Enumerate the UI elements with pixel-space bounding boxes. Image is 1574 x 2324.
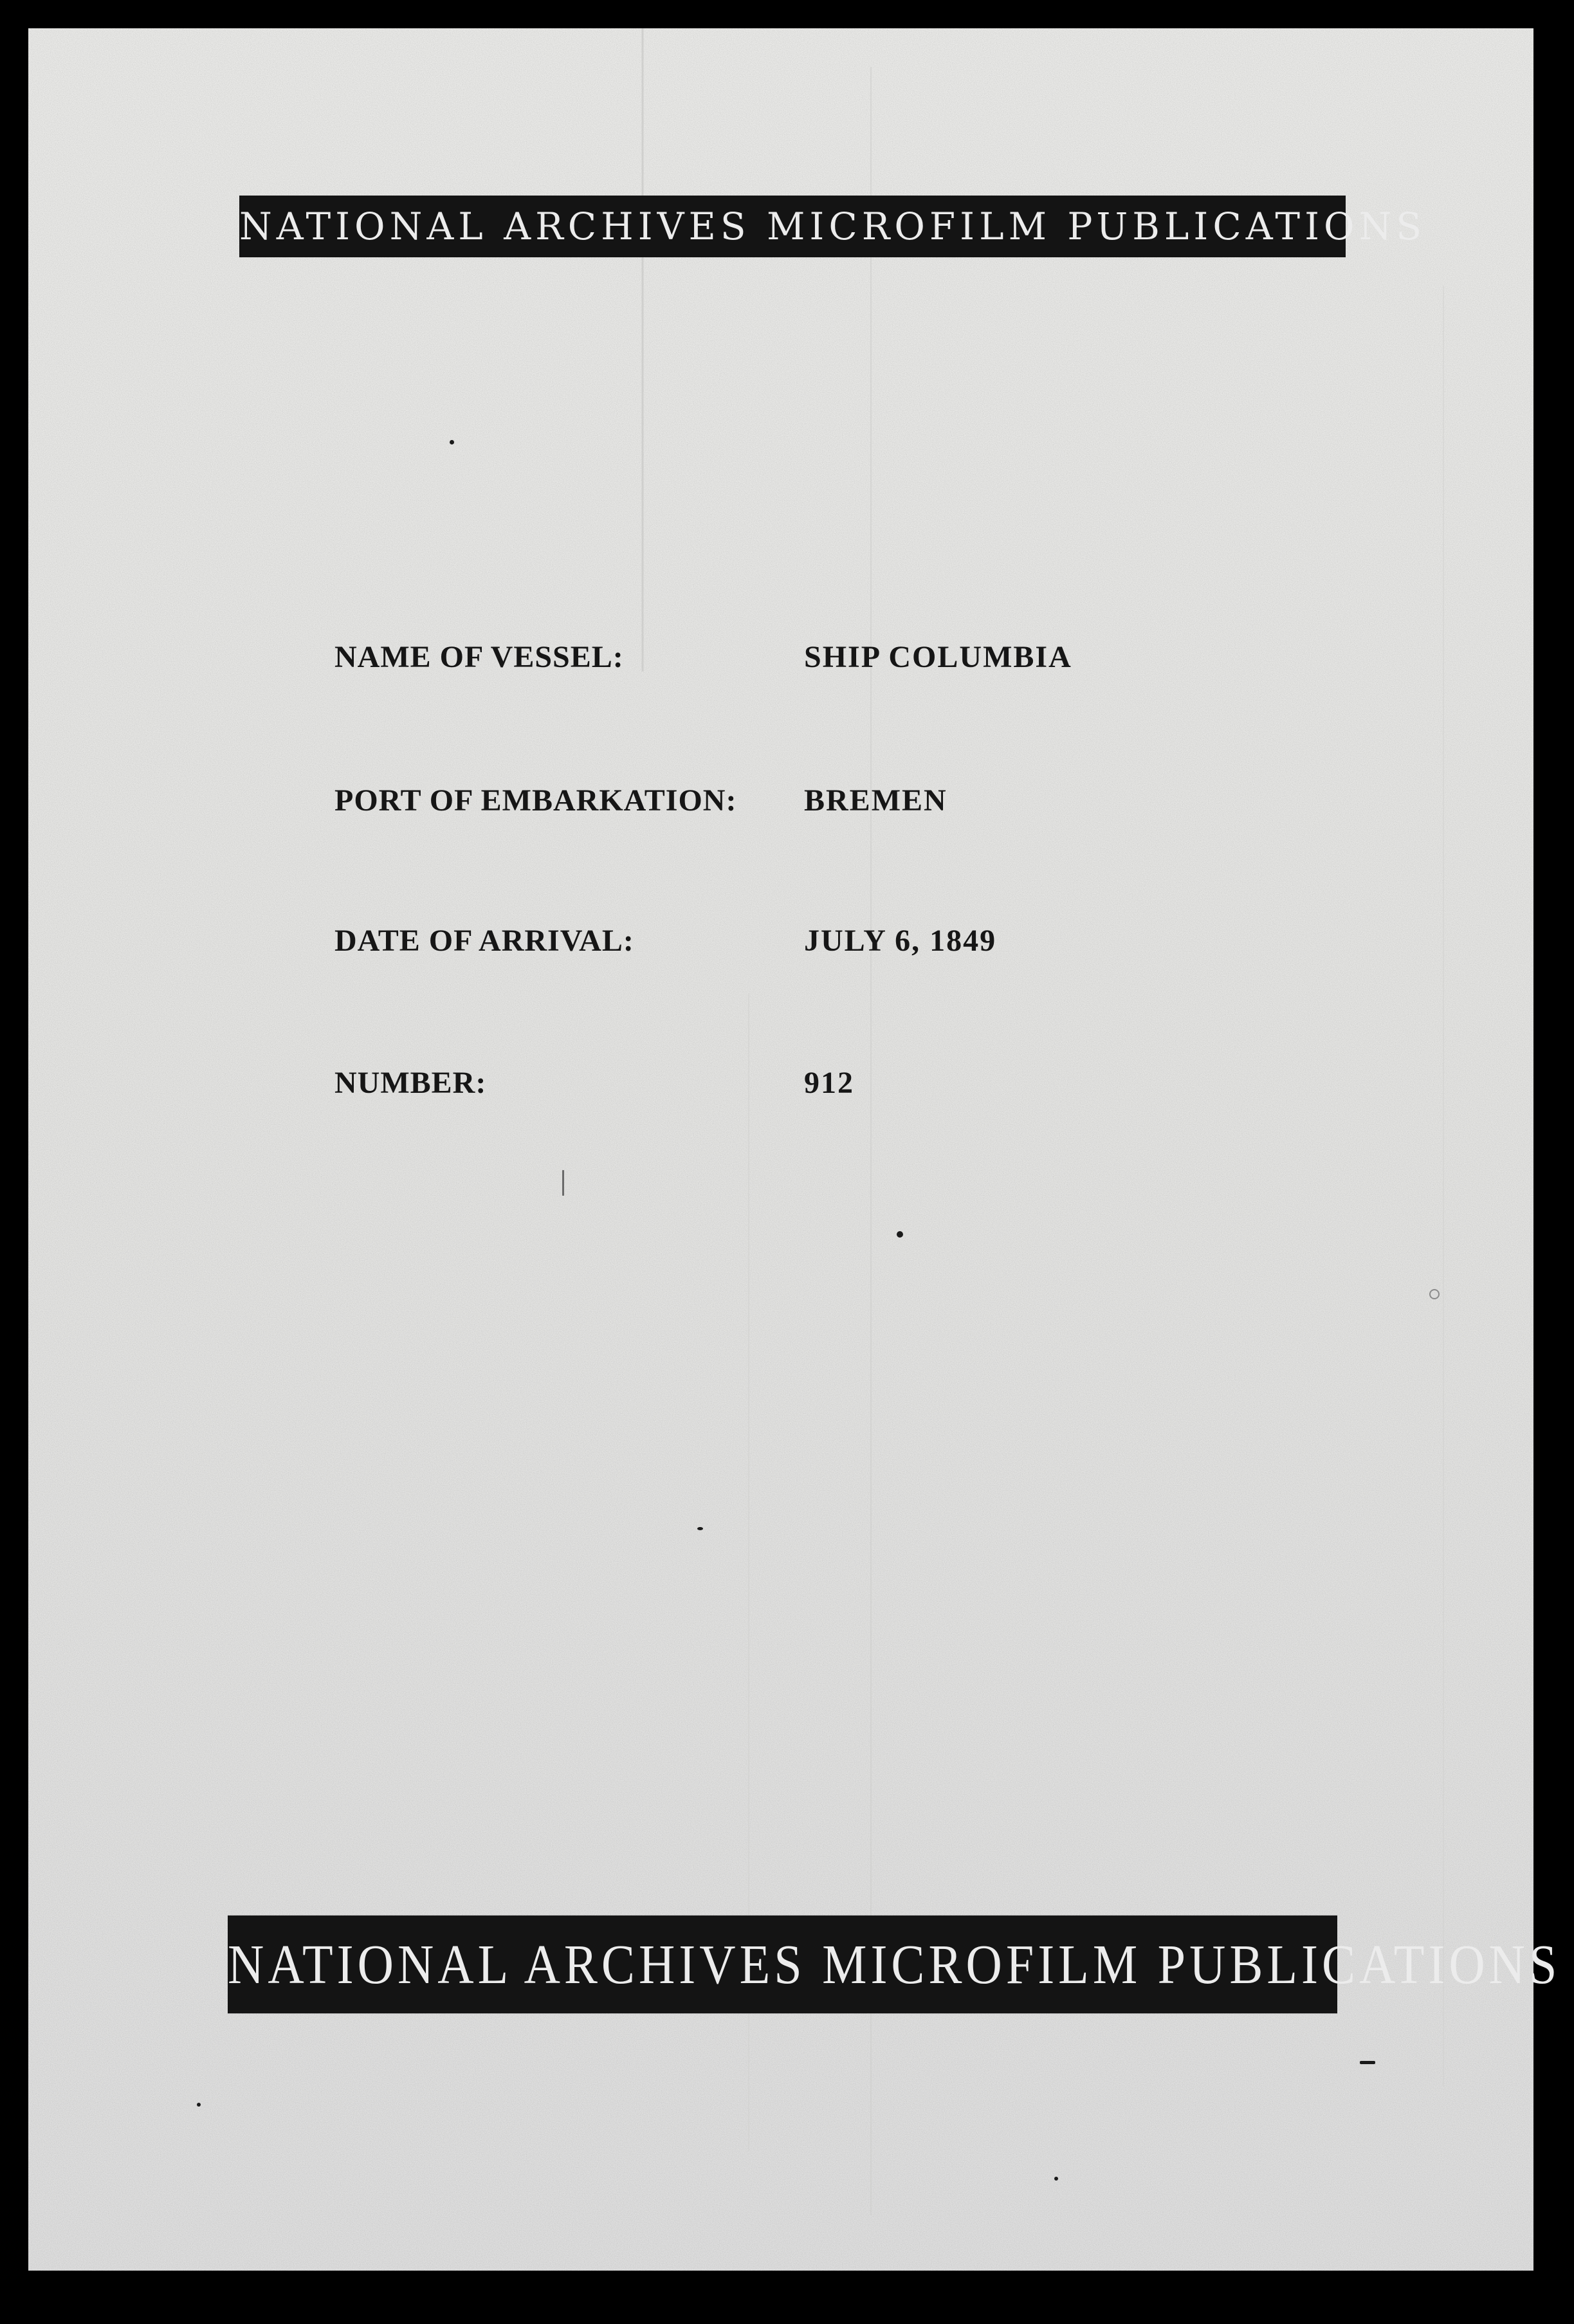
dust-speck (1054, 2177, 1058, 2181)
dust-speck (1429, 1289, 1440, 1299)
vessel-name-value: SHIP COLUMBIA (804, 640, 1072, 674)
embarkation-port-label: PORT OF EMBARKATION: (334, 783, 737, 818)
dust-speck (450, 440, 454, 444)
dust-speck (1360, 2061, 1375, 2064)
dust-speck (562, 1170, 564, 1196)
footer-banner: NATIONAL ARCHIVES MICROFILM PUBLICATIONS (228, 1916, 1337, 2013)
embarkation-port-value: BREMEN (804, 783, 947, 818)
number-label: NUMBER: (334, 1066, 487, 1100)
dust-speck (697, 1527, 703, 1530)
dust-speck (197, 2103, 201, 2107)
dust-speck (897, 1231, 903, 1238)
arrival-date-value: JULY 6, 1849 (804, 924, 997, 958)
arrival-date-label: DATE OF ARRIVAL: (334, 924, 634, 958)
vessel-name-label: NAME OF VESSEL: (334, 640, 624, 674)
document-sheet (28, 28, 1561, 2271)
header-banner: NATIONAL ARCHIVES MICROFILM PUBLICATIONS (239, 196, 1346, 257)
number-value: 912 (804, 1066, 854, 1100)
